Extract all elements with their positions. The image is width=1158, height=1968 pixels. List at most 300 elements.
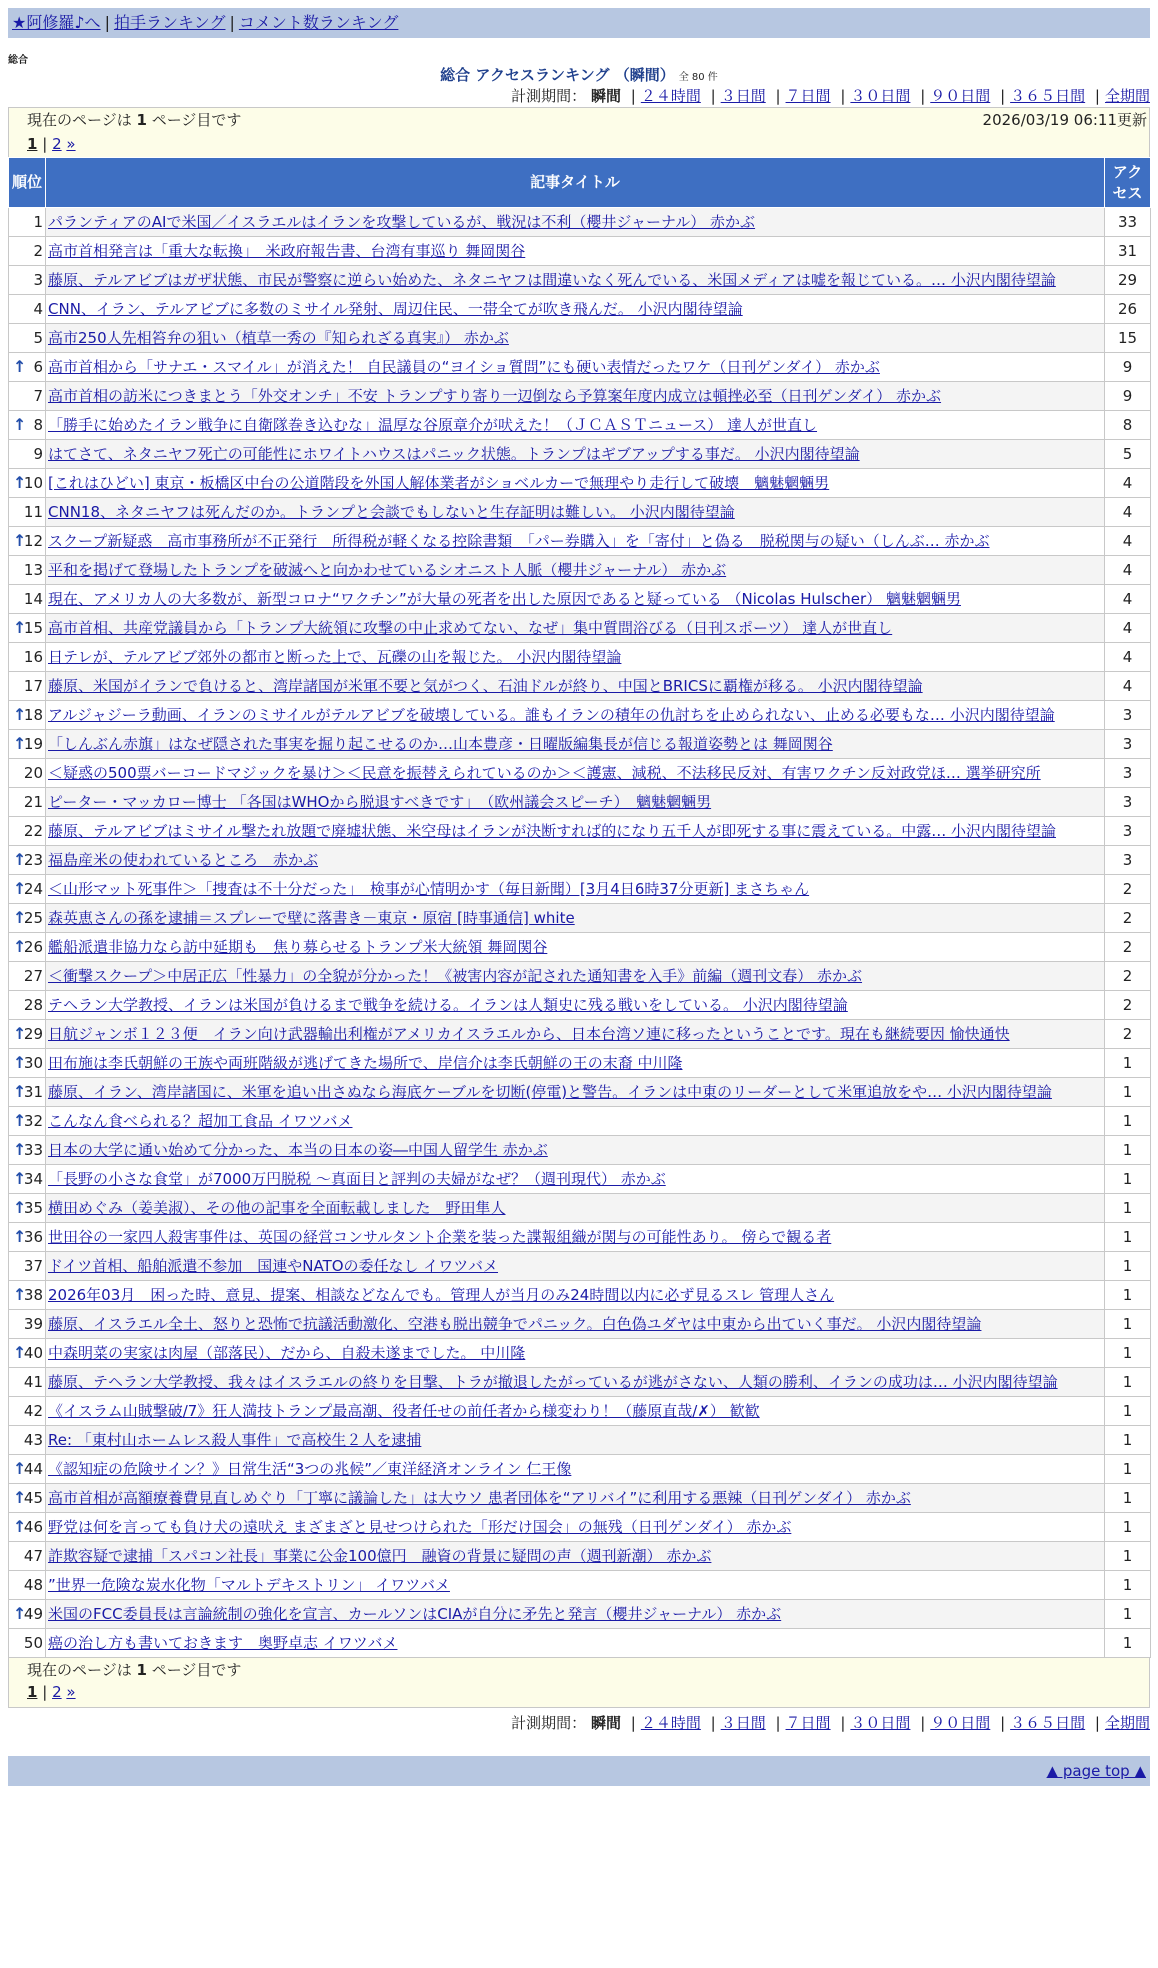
rank-number: 14: [23, 590, 43, 608]
title-cell: [46, 759, 1105, 788]
access-count: 3: [1105, 759, 1151, 788]
access-count: 4: [1105, 556, 1151, 585]
period-90d-link[interactable]: ９０日間: [930, 1714, 991, 1732]
article-title-link[interactable]: 高市首相が高額療養費見直しめぐり「丁寧に議論した」は大ウソ 患者団体を“アリバイ”に利用する悪辣（日刊ゲンダイ） 赤かぶ: [48, 1489, 911, 1507]
page-top-link[interactable]: ▲ page top ▲: [1046, 1762, 1146, 1780]
rank-cell: [9, 353, 46, 382]
table-row: [9, 208, 1151, 237]
article-title-link[interactable]: CNN18、ネタニヤフは死んだのか。トランプと会談でもしないと生存証明は難しい。 小沢内閣待望論: [48, 503, 735, 521]
applause-ranking-link[interactable]: 拍手ランキング: [113, 13, 226, 32]
title-cell: [46, 208, 1105, 237]
rank-cell: [9, 846, 46, 875]
rank-cell: [9, 1223, 46, 1252]
rank-up-arrow-icon: ↑: [13, 1227, 27, 1246]
table-row: [9, 353, 1151, 382]
period-7d-link[interactable]: ７日間: [785, 1714, 831, 1732]
article-title-link[interactable]: 《認知症の危険サイン？》日常生活“3つの兆候”／東洋経済オンライン 仁王像: [48, 1460, 572, 1478]
period-all-link[interactable]: 全期間: [1104, 1714, 1150, 1732]
pager-current: 1: [27, 1683, 38, 1701]
rank-number: 43: [23, 1431, 43, 1449]
category-label: 総合: [8, 55, 28, 66]
rank-up-arrow-icon: ↑: [13, 734, 27, 753]
table-row: [9, 1542, 1151, 1571]
title-cell: [46, 1455, 1105, 1484]
access-count: 1: [1105, 1223, 1151, 1252]
rank-cell: [9, 498, 46, 527]
period-24h-link[interactable]: ２４時間: [640, 1714, 701, 1732]
rank-cell: [9, 324, 46, 353]
page: [8, 8, 1150, 1786]
article-title-link[interactable]: ＜衝撃スクープ＞中居正広「性暴力」の全貌が分かった！《被害内容が記された通知書を入手》前編（週刊文春） 赤かぶ: [48, 967, 863, 985]
title-cell: [46, 1571, 1105, 1600]
title-cell: [46, 614, 1105, 643]
period-label: 計測期間：: [511, 87, 587, 105]
rank-number: 44: [23, 1460, 43, 1478]
rank-number: 22: [23, 822, 43, 840]
table-row: [9, 1136, 1151, 1165]
article-title-link[interactable]: [これはひどい] 東京・板橋区中台の公道階段を外国人解体業者がショベルカーで無理やり走行して破壊 魑魅魍魎男: [48, 474, 830, 492]
article-title-link[interactable]: 藤原、イスラエル全土、怒りと恐怖で抗議活動激化、空港も脱出競争でパニック。白色偽ユダヤは中東から出ていく事だ。 小沢内閣待望論: [48, 1315, 982, 1333]
article-title-link[interactable]: パランティアのAIで米国／イスラエルはイランを攻撃しているが、戦況は不利（櫻井ジャーナル） 赤かぶ: [48, 213, 756, 231]
rank-number: 21: [23, 793, 43, 811]
title-cell: [46, 1397, 1105, 1426]
rank-cell: [9, 266, 46, 295]
table-row: [9, 1397, 1151, 1426]
table-row: [9, 1107, 1151, 1136]
article-title-link[interactable]: 癌の治し方も書いておきます 奥野卓志 イワツバメ: [48, 1634, 398, 1652]
rank-cell: [9, 1571, 46, 1600]
access-count: 4: [1105, 527, 1151, 556]
article-title-link[interactable]: 藤原、テルアビブはガザ状態、市民が警察に逆らい始めた、ネタニヤフは間違いなく死んでいる、米国メディアは嘘を報じている。… 小沢内閣待望論: [48, 271, 1056, 289]
table-row: [9, 788, 1151, 817]
rank-up-arrow-icon: ↑: [13, 937, 27, 956]
rank-number: 33: [23, 1141, 43, 1159]
access-count: 1: [1105, 1078, 1151, 1107]
rank-up-arrow-icon: ↑: [13, 1198, 27, 1217]
rank-cell: [9, 614, 46, 643]
access-count: 3: [1105, 730, 1151, 759]
article-title-link[interactable]: テヘラン大学教授、イランは米国が負けるまで戦争を続ける。イランは人類史に残る戦いをしている。 小沢内閣待望論: [48, 996, 848, 1014]
title-cell: [46, 933, 1105, 962]
rank-number: 20: [23, 764, 43, 782]
table-row: [9, 643, 1151, 672]
rank-number: 16: [23, 648, 43, 666]
access-count: 2: [1105, 962, 1151, 991]
title-cell: [46, 672, 1105, 701]
period-3d-link[interactable]: ３日間: [720, 87, 766, 105]
article-title-link[interactable]: 福島産米の使われているところ 赤かぶ: [48, 851, 319, 869]
page-info-top: [8, 107, 1150, 157]
table-row: [9, 701, 1151, 730]
access-count: 33: [1105, 208, 1151, 237]
access-count: 4: [1105, 672, 1151, 701]
article-title-link[interactable]: 藤原、イラン、湾岸諸国に、米軍を追い出さぬなら海底ケーブルを切断(停電)と警告。イランは中東のリーダーとして米軍追放をや… 小沢内閣待望論: [48, 1083, 1052, 1101]
rank-cell: [9, 585, 46, 614]
rank-cell: [9, 1542, 46, 1571]
access-count: 4: [1105, 469, 1151, 498]
rank-number: 2: [33, 242, 43, 260]
access-count: 4: [1105, 643, 1151, 672]
rank-number: 12: [23, 532, 43, 550]
rank-up-arrow-icon: ↑: [13, 705, 27, 724]
rank-up-arrow-icon: ↑: [13, 415, 27, 434]
rank-number: 36: [23, 1228, 43, 1246]
rank-number: 45: [23, 1489, 43, 1507]
article-title-link[interactable]: 《イスラム山賊撃破/7》狂人満技トランプ最高潮、役者任せの前任者から様変わり！（藤原直哉/✗） 歓歓: [48, 1402, 760, 1420]
article-title-link[interactable]: 野党は何を言っても負け犬の遠吠え まざまざと見せつけられた「形だけ国会」の無残（日刊ゲンダイ） 赤かぶ: [48, 1518, 792, 1536]
title-cell: [46, 788, 1105, 817]
title-cell: [46, 1136, 1105, 1165]
rank-number: 13: [23, 561, 43, 579]
rank-cell: [9, 817, 46, 846]
rank-number: 23: [23, 851, 43, 869]
table-row: [9, 1455, 1151, 1484]
rank-number: 31: [23, 1083, 43, 1101]
title-cell: [46, 730, 1105, 759]
access-count: 1: [1105, 1571, 1151, 1600]
period-selector-top: 計測期間： 瞬間 | ２４時間 | ３日間 | ７日間 | ３０日間 | ９０日間 | ３６５日間 | 全期間: [511, 87, 1150, 105]
period-90d-link[interactable]: ９０日間: [930, 87, 991, 105]
rank-number: 7: [33, 387, 43, 405]
title-cell: [46, 266, 1105, 295]
rank-cell: [9, 1426, 46, 1455]
article-title-link[interactable]: 田布施は李氏朝鮮の王族や両班階級が逃げてきた場所で、岸信介は李氏朝鮮の王の末裔 中川隆: [48, 1054, 683, 1072]
rank-cell: [9, 411, 46, 440]
rank-number: 18: [23, 706, 43, 724]
current-page-text: 現在のページは 1 ページ目です: [27, 111, 242, 129]
table-row: [9, 1600, 1151, 1629]
rank-cell: [9, 759, 46, 788]
access-count: 1: [1105, 1049, 1151, 1078]
title-cell: [46, 1484, 1105, 1513]
rank-number: 47: [23, 1547, 43, 1565]
table-row: [9, 585, 1151, 614]
table-row: [9, 730, 1151, 759]
period-current: 瞬間: [590, 87, 621, 105]
pager-page-2[interactable]: 2: [52, 135, 62, 153]
rank-cell: [9, 527, 46, 556]
top-navigation: [8, 8, 1150, 38]
title-cell: [46, 498, 1105, 527]
article-title-link[interactable]: 現在、アメリカ人の大多数が、新型コロナ“ワクチン”が大量の死者を出した原因であると疑っている （Nicolas Hulscher） 魑魅魍魎男: [48, 590, 961, 608]
title-cell: [46, 1542, 1105, 1571]
pager-next[interactable]: »: [66, 135, 76, 153]
article-title-link[interactable]: 高市首相から「サナエ・スマイル」が消えた！ 自民議員の“ヨイショ質問”にも硬い表情だったワケ（日刊ゲンダイ） 赤かぶ: [48, 358, 880, 376]
title-cell: [46, 353, 1105, 382]
pager-current: 1: [27, 135, 38, 153]
rank-cell: [9, 991, 46, 1020]
access-count: 1: [1105, 1629, 1151, 1658]
rank-cell: [9, 382, 46, 411]
rank-up-arrow-icon: ↑: [13, 1082, 27, 1101]
article-title-link[interactable]: 日本の大学に通い始めて分かった、本当の日本の姿―中国人留学生 赤かぶ: [48, 1141, 548, 1159]
article-title-link[interactable]: 藤原、テルアビブはミサイル撃たれ放題で廃墟状態、米空母はイランが決断すれば的になり五千人が即死する事に震えている。中露… 小沢内閣待望論: [48, 822, 1056, 840]
rank-cell: [9, 440, 46, 469]
rank-column-header: 順位: [9, 158, 46, 208]
rank-number: 30: [23, 1054, 43, 1072]
access-column-header: アクセス: [1105, 158, 1151, 208]
period-30d-link[interactable]: ３０日間: [850, 87, 911, 105]
rank-cell: [9, 1600, 46, 1629]
access-count: 1: [1105, 1339, 1151, 1368]
rank-number: 29: [23, 1025, 43, 1043]
nav-separator: |: [229, 13, 235, 32]
table-row: [9, 498, 1151, 527]
title-cell: [46, 1020, 1105, 1049]
title-cell: [46, 962, 1105, 991]
rank-cell: [9, 1455, 46, 1484]
rank-number: 34: [23, 1170, 43, 1188]
article-title-link[interactable]: 高市250人先相笞弁の狙い（植草一秀の『知られざる真実』） 赤かぶ: [48, 329, 509, 347]
rank-up-arrow-icon: ↑: [13, 908, 27, 927]
period-24h-link[interactable]: ２４時間: [640, 87, 701, 105]
table-row: [9, 904, 1151, 933]
table-row: [9, 556, 1151, 585]
article-title-link[interactable]: CNN、イラン、テルアビブに多数のミサイル発射、周辺住民、一帯全てが吹き飛んだ。 小沢内閣待望論: [48, 300, 743, 318]
rank-number: 9: [33, 445, 43, 463]
rank-cell: [9, 208, 46, 237]
table-row: [9, 527, 1151, 556]
pager-top: 1 | 2 »: [27, 135, 76, 153]
access-count: 1: [1105, 1600, 1151, 1629]
period-3d-link[interactable]: ３日間: [720, 1714, 766, 1732]
rank-number: 37: [23, 1257, 43, 1275]
article-title-link[interactable]: 横田めぐみ（姜美淑）、その他の記事を全面転載しました 野田隼人: [48, 1199, 506, 1217]
rank-up-arrow-icon: ↑: [13, 850, 27, 869]
access-count: 2: [1105, 904, 1151, 933]
access-count: 2: [1105, 875, 1151, 904]
title-cell: [46, 527, 1105, 556]
table-row: [9, 1049, 1151, 1078]
article-title-link[interactable]: アルジャジーラ動画、イランのミサイルがテルアビブを破壊している。誰もイランの積年の仇討ちを止められない、止める必要もな… 小沢内閣待望論: [48, 706, 1055, 724]
article-title-link[interactable]: 「勝手に始めたイラン戦争に自衛隊巻き込むな」温厚な谷原章介が吠えた！（ＪＣＡＳＴニュース） 達人が世直し: [48, 416, 818, 434]
rank-up-arrow-icon: ↑: [13, 1488, 27, 1507]
article-title-link[interactable]: 日テレが、テルアビブ郊外の都市と断った上で、瓦礫の山を報じた。 小沢内閣待望論: [48, 648, 622, 666]
table-header-row: [9, 158, 1151, 208]
access-count: 4: [1105, 614, 1151, 643]
article-title-link[interactable]: 米国のFCC委員長は言論統制の強化を宣言、カールソンはCIAが自分に矛先と発言（櫻井ジャーナル） 赤かぶ: [48, 1605, 782, 1623]
table-row: [9, 266, 1151, 295]
rank-number: 15: [23, 619, 43, 637]
period-label: 計測期間：: [511, 1714, 587, 1732]
article-title-link[interactable]: 藤原、米国がイランで負けると、湾岸諸国が米軍不要と気がつく、石油ドルが終り、中国とBRICSに覇権が移る。 小沢内閣待望論: [48, 677, 923, 695]
rank-cell: [9, 1049, 46, 1078]
title-cell: [46, 1310, 1105, 1339]
table-row: [9, 295, 1151, 324]
title-cell: [46, 1165, 1105, 1194]
rank-cell: [9, 904, 46, 933]
rank-cell: [9, 730, 46, 759]
article-title-link[interactable]: 高市首相発言は「重大な転換」 米政府報告書、台湾有事巡り 舞岡関谷: [48, 242, 526, 260]
title-cell: [46, 1223, 1105, 1252]
period-365d-link[interactable]: ３６５日間: [1010, 87, 1086, 105]
period-7d-link[interactable]: ７日間: [785, 87, 831, 105]
title-cell: [46, 411, 1105, 440]
rank-number: 17: [23, 677, 43, 695]
rank-number: 32: [23, 1112, 43, 1130]
article-title-link[interactable]: 「長野の小さな食堂」が7000万円脱税 ～真面目と評判の夫婦がなぜ？（週刊現代） 赤かぶ: [48, 1170, 666, 1188]
rank-number: 46: [23, 1518, 43, 1536]
rank-cell: [9, 1513, 46, 1542]
title-cell: [46, 556, 1105, 585]
article-title-link[interactable]: 詐欺容疑で逮捕「スパコン社長」事業に公金100億円 融資の背景に疑問の声（週刊新潮） 赤かぶ: [48, 1547, 712, 1565]
article-title-link[interactable]: 藤原、テヘラン大学教授、我々はイスラエルの終りを目撃、トラが撤退したがっているが逃がさない、人類の勝利、イランの成功は… 小沢内閣待望論: [48, 1373, 1058, 1391]
table-row: [9, 237, 1151, 266]
rank-number: 10: [23, 474, 43, 492]
rank-cell: [9, 1629, 46, 1658]
rank-number: 1: [33, 213, 43, 231]
table-row: [9, 759, 1151, 788]
article-title-link[interactable]: 平和を掲げて登場したトランプを破滅へと向かわせているシオニスト人脈（櫻井ジャーナル） 赤かぶ: [48, 561, 727, 579]
access-count: 1: [1105, 1397, 1151, 1426]
title-cell: [46, 1426, 1105, 1455]
article-title-link[interactable]: ドイツ首相、船舶派遣不参加 国連やNATOの委任なし イワツバメ: [48, 1257, 499, 1275]
rank-cell: [9, 933, 46, 962]
rank-cell: [9, 962, 46, 991]
rank-up-arrow-icon: ↑: [13, 1024, 27, 1043]
rank-cell: [9, 1281, 46, 1310]
article-title-link[interactable]: Re: 「東村山ホームレス殺人事件」で高校生２人を逮捕: [48, 1431, 422, 1449]
access-count: 5: [1105, 440, 1151, 469]
comment-ranking-link[interactable]: コメント数ランキング: [238, 13, 399, 32]
article-title-link[interactable]: はてさて、ネタニヤフ死亡の可能性にホワイトハウスはパニック状態。トランプはギブアップする事だ。 小沢内閣待望論: [48, 445, 860, 463]
rank-up-arrow-icon: ↑: [13, 1517, 27, 1536]
article-title-link[interactable]: 艦船派遣非協力なら訪中延期も 焦り募らせるトランプ米大統領 舞岡関谷: [48, 938, 548, 956]
access-count: 1: [1105, 1107, 1151, 1136]
table-row: [9, 1339, 1151, 1368]
access-count: 1: [1105, 1426, 1151, 1455]
rank-up-arrow-icon: ↑: [13, 1285, 27, 1304]
table-row: [9, 1020, 1151, 1049]
table-row: [9, 1281, 1151, 1310]
article-title-link[interactable]: 中森明菜の実家は肉屋（部落民）、だから、自殺未遂までした。 中川隆: [48, 1344, 526, 1362]
access-count: 8: [1105, 411, 1151, 440]
rank-number: 27: [23, 967, 43, 985]
title-cell: [46, 382, 1105, 411]
page-info-bottom: [8, 1658, 1150, 1708]
page-title: [8, 65, 1150, 85]
rank-number: 49: [23, 1605, 43, 1623]
rank-number: 50: [23, 1634, 43, 1652]
rank-cell: [9, 1136, 46, 1165]
article-title-link[interactable]: ＜山形マット死事件＞「捜査は不十分だった」 検事が心情明かす（毎日新聞）[3月4日6時37分更新] まさちゃん: [48, 880, 810, 898]
title-cell: [46, 1194, 1105, 1223]
pager-page-2[interactable]: 2: [52, 1683, 62, 1701]
title-cell: [46, 469, 1105, 498]
period-30d-link[interactable]: ３０日間: [850, 1714, 911, 1732]
home-link[interactable]: ★阿修羅♪へ: [12, 13, 101, 32]
rank-up-arrow-icon: ↑: [13, 473, 27, 492]
article-title-link[interactable]: 「しんぶん赤旗」はなぜ隠された事実を掘り起こせるのか…山本豊彦・日曜版編集長が信じる報道姿勢とは 舞岡関谷: [48, 735, 833, 753]
pager-bottom: 1 | 2 »: [27, 1683, 76, 1701]
access-count: 1: [1105, 1542, 1151, 1571]
article-title-link[interactable]: スクープ新疑惑 高市事務所が不正発行 所得税が軽くなる控除書類 「パー券購入」を「寄付」と偽る 脱税関与の疑い（しんぶ… 赤かぶ: [48, 532, 990, 550]
article-title-link[interactable]: 高市首相の訪米につきまとう「外交オンチ」不安 トランプすり寄り一辺倒なら予算案年度内成立は頓挫必至（日刊ゲンダイ） 赤かぶ: [48, 387, 942, 405]
article-title-link[interactable]: ＜疑惑の500票バーコードマジックを暴け＞＜民意を振替えられているのか＞＜護憲、減税、不法移民反対、有害ワクチン反対政党ほ… 選挙研究所: [48, 764, 1041, 782]
access-count: 2: [1105, 933, 1151, 962]
access-count: 2: [1105, 1020, 1151, 1049]
access-count: 4: [1105, 498, 1151, 527]
table-row: [9, 817, 1151, 846]
access-count: 26: [1105, 295, 1151, 324]
table-row: [9, 672, 1151, 701]
rank-up-arrow-icon: ↑: [13, 1140, 27, 1159]
article-title-link[interactable]: ”世界一危険な炭水化物「マルトデキストリン」 イワツバメ: [48, 1576, 450, 1594]
table-row: [9, 1368, 1151, 1397]
title-cell: [46, 295, 1105, 324]
access-count: 1: [1105, 1368, 1151, 1397]
period-365d-link[interactable]: ３６５日間: [1010, 1714, 1086, 1732]
total-count: 全 80 件: [678, 72, 718, 83]
table-row: [9, 1571, 1151, 1600]
article-title-link[interactable]: 高市首相、共産党議員から「トランプ大統領に攻撃の中止求めてない、なぜ」集中質問浴びる（日刊スポーツ） 達人が世直し: [48, 619, 893, 637]
table-row: [9, 1252, 1151, 1281]
article-title-link[interactable]: 日航ジャンボ１２３便 イラン向け武器輸出利権がアメリカイスラエルから、日本台湾ソ連に移ったということです。現在も継続要因 愉快通快: [48, 1025, 1010, 1043]
table-row: [9, 382, 1151, 411]
access-count: 1: [1105, 1165, 1151, 1194]
rank-number: 25: [23, 909, 43, 927]
title-cell: [46, 1078, 1105, 1107]
footer-bar-page-top: [8, 1756, 1150, 1786]
rank-cell: [9, 1252, 46, 1281]
period-all-link[interactable]: 全期間: [1104, 87, 1150, 105]
access-count: 1: [1105, 1194, 1151, 1223]
rank-up-arrow-icon: ↑: [13, 618, 27, 637]
table-row: [9, 469, 1151, 498]
rank-cell: [9, 672, 46, 701]
rank-up-arrow-icon: ↑: [13, 1053, 27, 1072]
access-count: 1: [1105, 1484, 1151, 1513]
table-row: [9, 1165, 1151, 1194]
ranking-title: 総合 アクセスランキング （瞬間）: [440, 66, 675, 84]
title-cell: [46, 237, 1105, 266]
access-count: 31: [1105, 237, 1151, 266]
table-row: [9, 1629, 1151, 1658]
updated-timestamp: 2026/03/19 06:11更新: [982, 111, 1147, 129]
table-row: [9, 1078, 1151, 1107]
access-count: 3: [1105, 701, 1151, 730]
article-title-link[interactable]: 森英恵さんの孫を逮捕＝スプレーで壁に落書き－東京・原宿 [時事通信] white: [48, 909, 575, 927]
article-title-link[interactable]: ピーター・マッカロー博士 「各国はWHOから脱退すべきです」 （欧州議会スピーチ） 魑魅魍魎男: [48, 793, 712, 811]
rank-up-arrow-icon: ↑: [13, 1111, 27, 1130]
title-cell: [46, 846, 1105, 875]
table-row: [9, 324, 1151, 353]
nav-separator: |: [104, 13, 110, 32]
access-count: 15: [1105, 324, 1151, 353]
pager-next[interactable]: »: [66, 1683, 76, 1701]
title-cell: [46, 817, 1105, 846]
title-cell: [46, 1629, 1105, 1658]
table-row: [9, 440, 1151, 469]
title-cell: [46, 875, 1105, 904]
table-row: [9, 991, 1151, 1020]
table-row: [9, 1513, 1151, 1542]
title-cell: [46, 1513, 1105, 1542]
article-title-link[interactable]: 世田谷の一家四人殺害事件は、英国の経営コンサルタント企業を装った諜報組織が関与の可能性あり。 傍らで観る者: [48, 1228, 832, 1246]
access-count: 4: [1105, 585, 1151, 614]
rank-cell: [9, 1339, 46, 1368]
rank-cell: [9, 1107, 46, 1136]
rank-number: 28: [23, 996, 43, 1014]
rank-number: 26: [23, 938, 43, 956]
article-title-link[interactable]: こんなん食べられる？超加工食品 イワツバメ: [48, 1112, 353, 1130]
title-cell: [46, 440, 1105, 469]
table-row: [9, 411, 1151, 440]
article-title-link[interactable]: 2026年03月 困った時、意見、提案、相談などなんでも。管理人が当月のみ24時間以内に必ず見るスレ 管理人さん: [48, 1286, 835, 1304]
table-row: [9, 1426, 1151, 1455]
ranking-rows: [9, 208, 1151, 1658]
title-cell: [46, 1049, 1105, 1078]
